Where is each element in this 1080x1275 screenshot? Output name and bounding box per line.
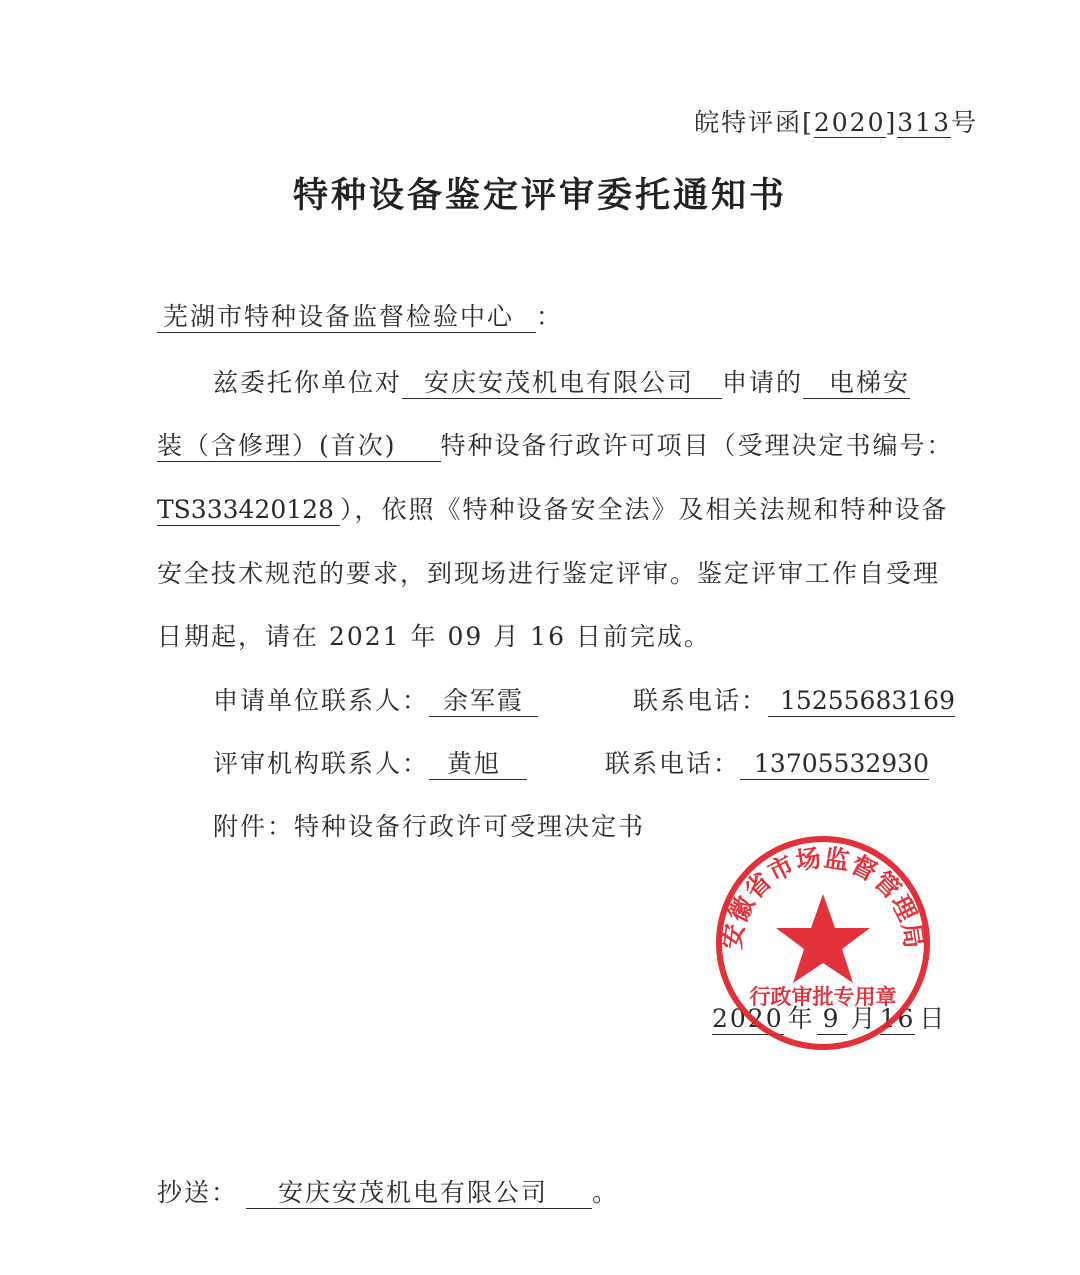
cc-line xyxy=(157,1176,619,1210)
permit-item-continued: 装（含修理）(首次) xyxy=(157,431,441,462)
date-month: 9 xyxy=(817,1004,847,1035)
body-text: 特种设备行政许可项目（受理决定书编号： xyxy=(440,431,954,460)
cc-end: 。 xyxy=(592,1178,620,1207)
body-line-2 xyxy=(157,429,954,463)
date-unit: 年 xyxy=(787,1004,813,1033)
applicant-contact-name: 余军霞 xyxy=(429,686,538,717)
recipient-colon: ： xyxy=(536,302,564,331)
doc-number-serial: 313 xyxy=(897,108,951,137)
seal-org-text: 安徽省市场监督管理局 xyxy=(717,843,929,951)
seal-star xyxy=(776,894,870,983)
label: 评审机构联系人： xyxy=(213,749,430,778)
label: 申请单位联系人： xyxy=(213,686,430,715)
doc-number-suffix: 号 xyxy=(950,108,978,137)
date-year: 2020 xyxy=(712,1004,784,1033)
document-number xyxy=(694,106,978,140)
applicant-phone: 15255683169 xyxy=(768,686,955,717)
reviewer-phone-line xyxy=(605,747,929,781)
date-day: 16 xyxy=(879,1004,916,1033)
applicant-company: 安庆安茂机电有限公司 xyxy=(402,368,722,399)
seal-purpose-text: 行政审批专用章 xyxy=(749,985,897,1009)
reviewer-phone: 13705532930 xyxy=(740,749,929,780)
recipient-name: 芜湖市特种设备监督检验中心 xyxy=(157,302,536,333)
applicant-phone-line xyxy=(633,684,955,718)
date-unit: 日 xyxy=(919,1004,945,1033)
official-seal xyxy=(712,832,934,1054)
doc-number-year: 2020 xyxy=(813,108,886,137)
body-line-5: 日期起，请在 2021 年 09 月 16 日前完成。 xyxy=(157,622,711,651)
applicant-contact-label xyxy=(213,684,538,718)
doc-number-prefix: 皖特评函[ xyxy=(694,108,814,137)
attachment-line: 附件：特种设备行政许可受理决定书 xyxy=(213,812,646,841)
recipient-line xyxy=(157,300,563,334)
cc-label: 抄送： xyxy=(157,1178,239,1207)
label: 联系电话： xyxy=(605,749,741,778)
body-text: 兹委托你单位对 xyxy=(213,368,403,397)
doc-number-bracket: ] xyxy=(885,108,898,137)
cc-recipient: 安庆安茂机电有限公司 xyxy=(246,1178,592,1209)
label: 联系电话： xyxy=(633,686,769,715)
permit-item: 电梯安 xyxy=(803,368,910,399)
reviewer-contact-name: 黄旭 xyxy=(429,749,527,780)
body-line-1 xyxy=(213,366,910,400)
body-line-3 xyxy=(157,493,948,527)
body-text: ），依照《特种设备安全法》及相关法规和特种设备 xyxy=(339,495,949,524)
decision-number: TS333420128 xyxy=(157,495,340,526)
page-title: 特种设备鉴定评审委托通知书 xyxy=(292,176,787,216)
date-unit: 月 xyxy=(850,1004,876,1033)
reviewer-contact-label xyxy=(213,747,527,781)
body-line-4: 安全技术规范的要求，到现场进行鉴定评审。鉴定评审工作自受理 xyxy=(157,559,941,588)
body-text: 申请的 xyxy=(722,368,804,397)
